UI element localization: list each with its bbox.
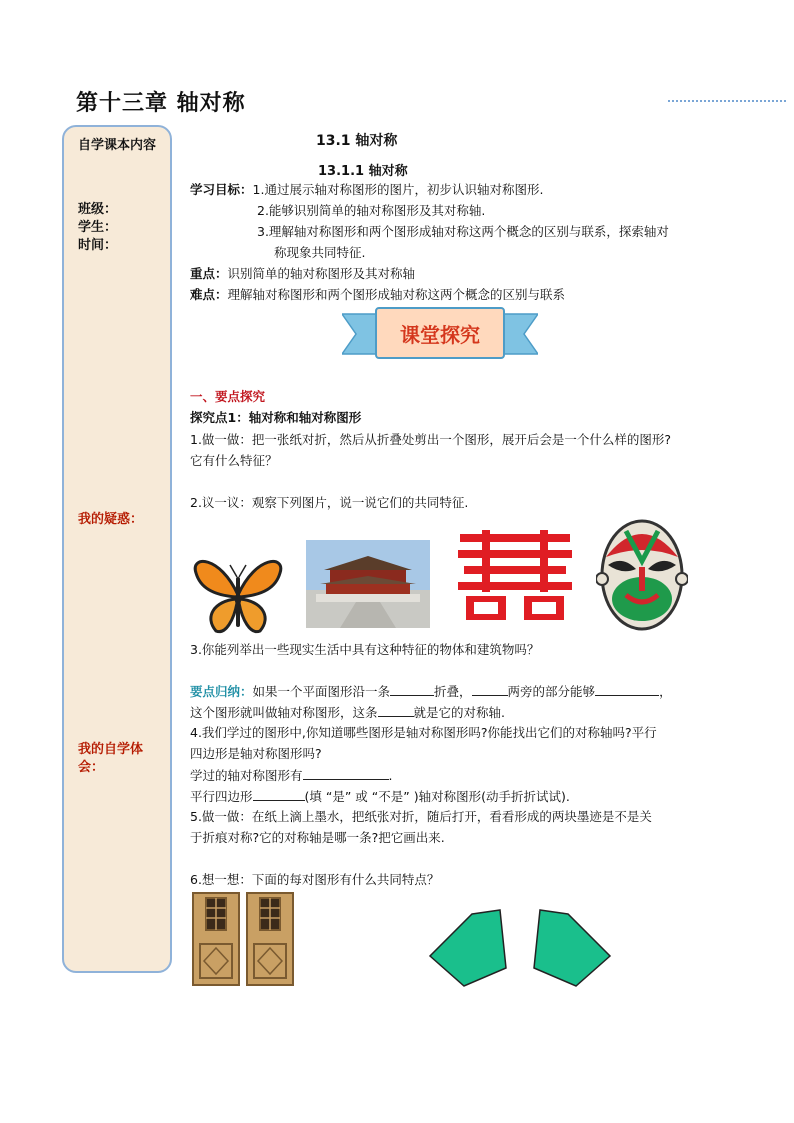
summary-line-2 (190, 702, 505, 723)
q1-line-2: 它有什么特征？ (190, 453, 278, 468)
key-point (190, 264, 415, 284)
sidebar-doubts-label: 我的疑惑： (78, 512, 144, 527)
door-left-image (192, 892, 240, 986)
sidebar-panel (62, 125, 172, 973)
double-happiness-image (458, 530, 572, 622)
left-pentagon (430, 910, 506, 986)
pentagon-pair-image (428, 908, 612, 988)
sidebar-self-study-label: 自学课本内容 (78, 138, 157, 153)
key-point-text: 识别简单的轴对称图形及其对称轴 (227, 266, 416, 281)
explore1-title: 探究点1：轴对称和轴对称图形 (190, 410, 362, 425)
door-right-image (246, 892, 294, 986)
q2-text: 2.议一议：观察下列图片，说一说它们的共同特征. (190, 495, 469, 510)
q3-text: 3.你能列举出一些现实生活中具有这种特征的物体和建筑物吗？ (190, 642, 540, 657)
summary-text-1: 如果一个平面图形沿一条 (252, 684, 391, 699)
goal-item-3: 3.理解轴对称图形和两个图形成轴对称这两个概念的区别与联系，探索轴对 (257, 224, 669, 239)
summary-line-1 (190, 681, 672, 702)
part1-title: 一、要点探究 (190, 389, 266, 404)
banner-text: 课堂探究 (400, 323, 480, 347)
q4-answer-2-text: 平行四边形 (190, 789, 253, 804)
q4-answer-2-end: (填 “是” 或 “不是” )轴对称图形(动手折折试试). (304, 789, 570, 804)
sidebar-time-label: 时间： (78, 238, 118, 253)
sidebar-student-label: 学生： (78, 220, 118, 235)
q4-line-2: 四边形是轴对称图形吗? (190, 746, 322, 761)
summary-text-3: 两旁的部分能够 (507, 684, 596, 699)
summary-blank-2[interactable] (472, 681, 508, 696)
banner-ribbon (342, 306, 538, 362)
summary-blank-1[interactable] (390, 681, 434, 696)
chapter-title: 第十三章 轴对称 (76, 91, 246, 116)
sidebar-class-label: 班级： (78, 202, 118, 217)
q4-answer-2-blank[interactable] (253, 786, 305, 801)
subsection-title: 13.1.1 轴对称 (318, 164, 408, 179)
goals-label: 学习目标： (190, 182, 253, 197)
palace-image (306, 540, 430, 628)
goals-line-1 (190, 180, 543, 200)
q4-answer-2 (190, 786, 570, 807)
goal-item-3-cont: 称现象共同特征. (274, 245, 366, 260)
summary-text-2: 折叠， (434, 684, 472, 699)
sidebar-experience-label: 我的自学体会： (78, 742, 144, 775)
key-point-label: 重点： (190, 266, 228, 281)
q4-answer-1-blank[interactable] (303, 765, 389, 780)
q5-line-1: 5.做一做：在纸上滴上墨水，把纸张对折，随后打开，看看形成的两块墨迹是不是关 (190, 809, 652, 824)
difficulty (190, 285, 565, 305)
summary-label: 要点归纳： (190, 684, 253, 699)
q4-answer-1 (190, 765, 393, 786)
right-pentagon (534, 910, 610, 986)
opera-mask-image (596, 517, 688, 633)
q6-text: 6.想一想：下面的每对图形有什么共同特点？ (190, 872, 440, 887)
q4-answer-1-text: 学过的轴对称图形有 (190, 768, 303, 783)
summary-text-4: ， (659, 684, 672, 699)
goal-item-2: 2.能够识别简单的轴对称图形及其对称轴. (257, 203, 486, 218)
q5-line-2: 于折痕对称?它的对称轴是哪一条?把它画出来. (190, 830, 445, 845)
difficulty-label: 难点： (190, 287, 228, 302)
q4-line-1: 4.我们学过的图形中,你知道哪些图形是轴对称图形吗?你能找出它们的对称轴吗?平行 (190, 725, 657, 740)
section-title: 13.1 轴对称 (316, 133, 398, 149)
summary-blank-3[interactable] (595, 681, 659, 696)
summary-blank-4[interactable] (378, 702, 414, 717)
goal-item-1: 1.通过展示轴对称图形的图片，初步认识轴对称图形. (252, 182, 544, 197)
summary-text-6: 就是它的对称轴. (413, 705, 505, 720)
summary-text-5: 这个图形就叫做轴对称图形，这条 (190, 705, 378, 720)
q1-line-1: 1.做一做：把一张纸对折，然后从折叠处剪出一个图形，展开后会是一个什么样的图形? (190, 432, 672, 447)
difficulty-text: 理解轴对称图形和两个图形成轴对称这两个概念的区别与联系 (227, 287, 566, 302)
q4-answer-1-end: . (388, 768, 393, 783)
butterfly-image (190, 555, 286, 635)
header-dotted-rule (668, 100, 786, 102)
